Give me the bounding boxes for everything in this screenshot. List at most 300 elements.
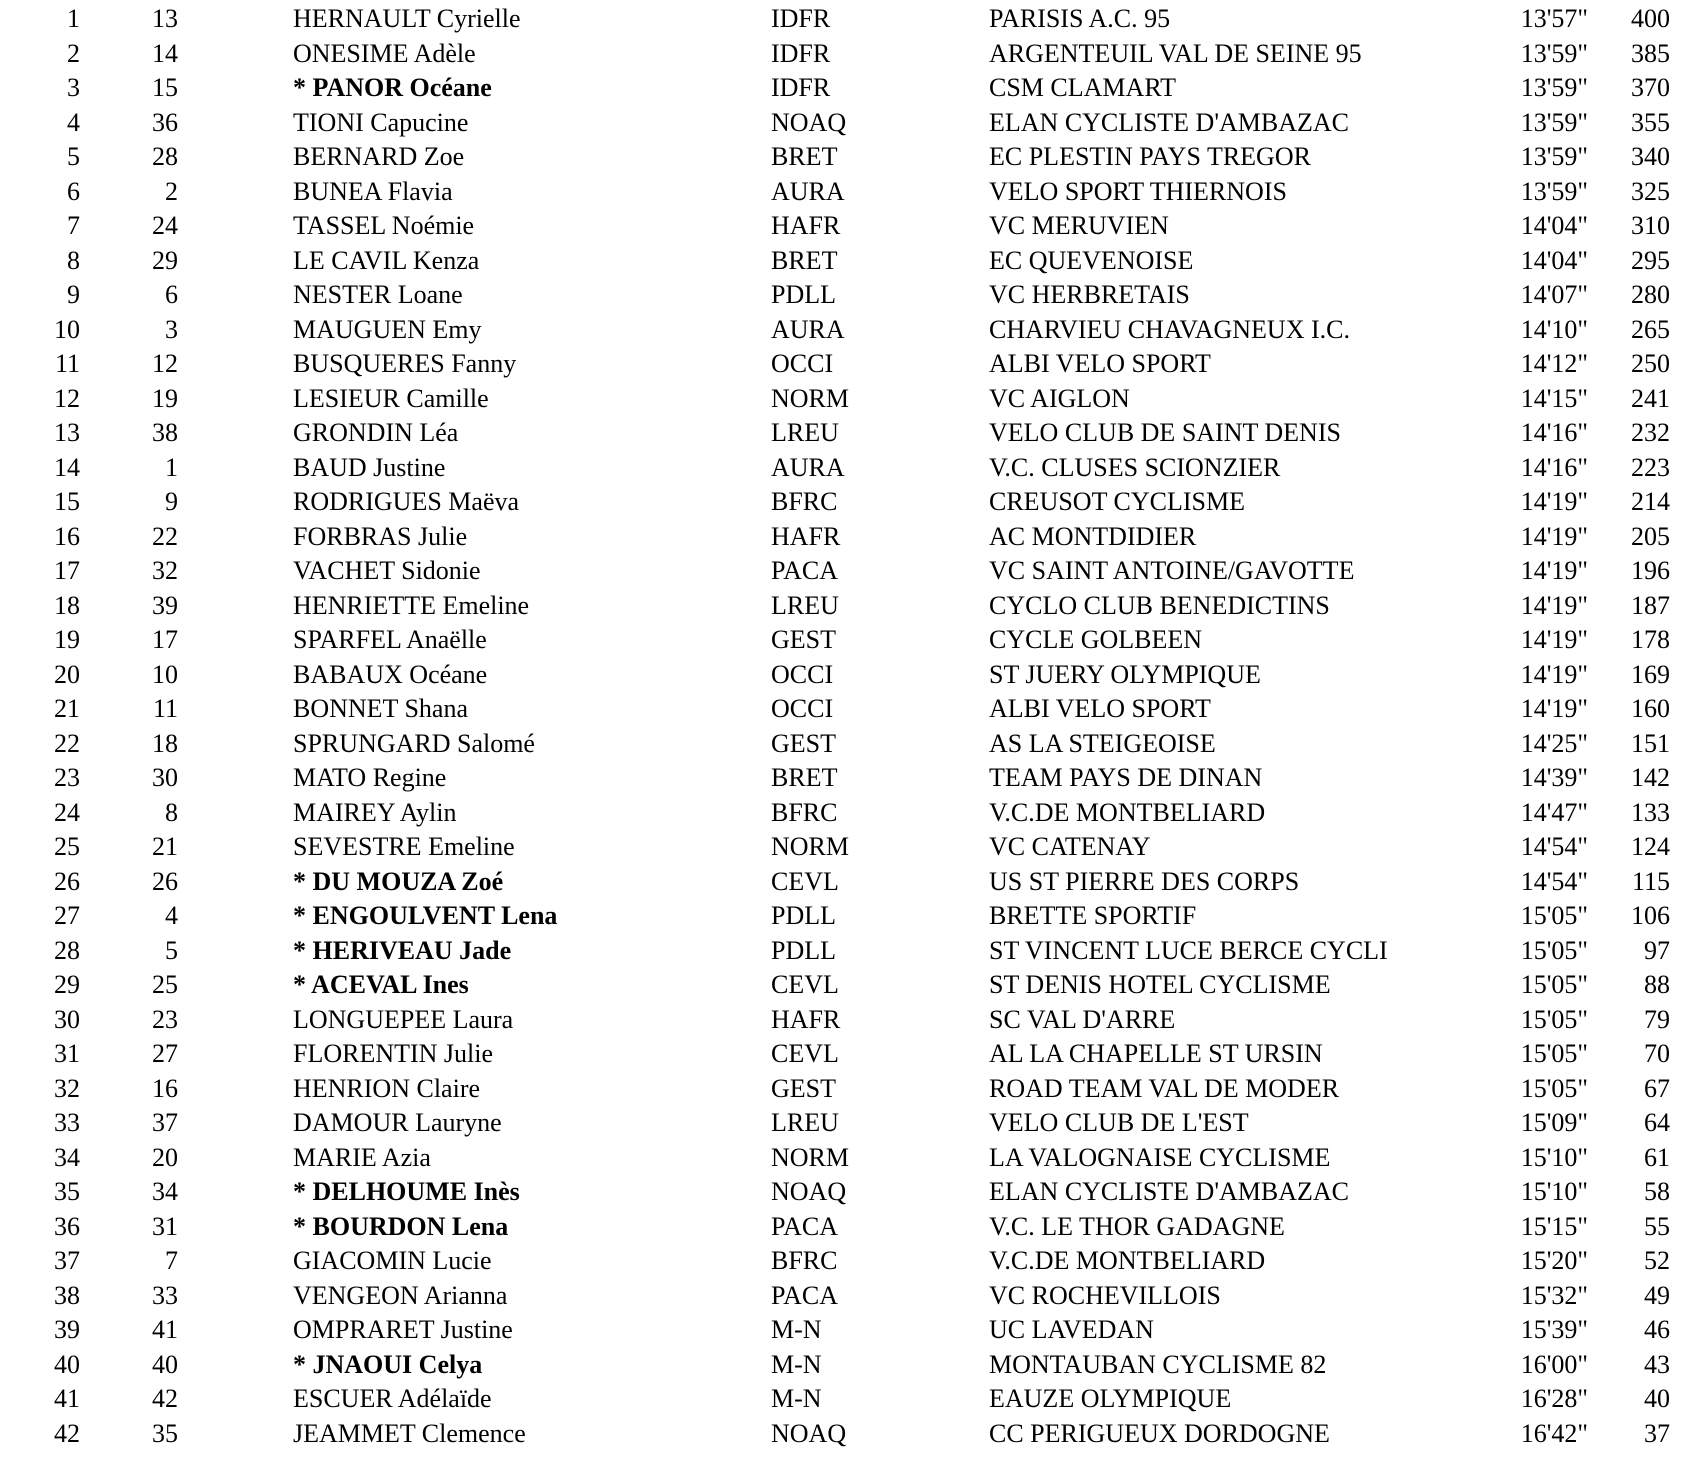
rider-name-cell: ONESIME Adèle [293,38,476,68]
rank-cell: 30 [54,1004,80,1034]
region-cell: NOAQ [771,1177,847,1206]
rider-name-cell: * ACEVAL Ines [293,970,469,999]
region-cell: CEVL [771,1039,839,1068]
rider-name-cell: TASSEL Noémie [293,211,475,240]
region-cell: IDFR [771,73,831,102]
bib-cell: 37 [152,1108,178,1137]
club-cell: US ST PIERRE DES CORPS [989,866,1300,896]
points-cell: 37 [1644,1418,1670,1448]
rider-name-cell: VACHET Sidonie [293,556,481,585]
rider-name-cell: DAMOUR Lauryne [293,1108,502,1137]
rider-name-cell: BONNET Shana [293,694,469,723]
table-row [0,1382,1688,1417]
time-cell: 15'10" [1520,1142,1588,1172]
rider-name-cell: JEAMMET Clemence [293,1418,526,1448]
rider-name-cell: RODRIGUES Maëva [293,487,520,516]
club-cell: ROAD TEAM VAL DE MODER [989,1073,1340,1103]
time-cell: 14'25" [1520,728,1588,758]
bib-cell: 35 [152,1418,178,1448]
time-cell: 14'15" [1520,383,1588,413]
bib-cell: 7 [165,1246,178,1275]
table-row [0,1244,1688,1279]
club-cell: AC MONTDIDIER [989,521,1197,551]
time-cell: 14'16" [1520,418,1588,447]
time-cell: 15'05" [1520,935,1588,965]
points-cell: 40 [1644,1384,1670,1413]
rider-name-cell: BERNARD Zoe [293,142,465,171]
rank-cell: 23 [54,763,80,792]
rank-cell: 41 [54,1384,80,1413]
club-cell: ARGENTEUIL VAL DE SEINE 95 [989,38,1362,68]
club-cell: VC MERUVIEN [989,211,1169,240]
points-cell: 295 [1631,245,1670,275]
time-cell: 16'42" [1520,1418,1588,1448]
club-cell: V.C. CLUSES SCIONZIER [989,452,1281,482]
rank-cell: 4 [67,107,80,137]
points-cell: 250 [1631,349,1670,378]
rank-cell: 17 [54,556,80,585]
time-cell: 13'59" [1520,73,1588,102]
rank-cell: 40 [54,1349,80,1379]
time-cell: 13'59" [1520,176,1588,206]
table-row [0,692,1688,727]
rank-cell: 35 [54,1177,80,1206]
bib-cell: 29 [152,245,178,275]
rider-name-cell: SPRUNGARD Salomé [293,728,535,758]
points-cell: 241 [1631,383,1670,413]
points-cell: 49 [1644,1280,1670,1310]
rider-name-cell: VENGEON Arianna [293,1280,508,1310]
rank-cell: 20 [54,659,80,689]
table-row [0,727,1688,762]
rider-name-cell: MAIREY Aylin [293,797,457,827]
table-row [0,313,1688,348]
rank-cell: 6 [67,176,80,206]
points-cell: 142 [1631,763,1670,792]
region-cell: PACA [771,1211,838,1241]
points-cell: 133 [1631,797,1670,827]
rider-name-cell: LE CAVIL Kenza [293,245,480,275]
points-cell: 160 [1631,694,1670,723]
bib-cell: 33 [152,1280,178,1310]
table-row [0,1003,1688,1038]
time-cell: 13'59" [1520,107,1588,137]
bib-cell: 39 [152,590,178,620]
rank-cell: 12 [54,383,80,413]
time-cell: 13'57" [1520,4,1588,33]
club-cell: ELAN CYCLISTE D'AMBAZAC [989,1177,1350,1206]
time-cell: 14'19" [1520,625,1588,654]
club-cell: ELAN CYCLISTE D'AMBAZAC [989,107,1350,137]
points-cell: 106 [1631,901,1670,930]
bib-cell: 10 [152,659,178,689]
rider-name-cell: GRONDIN Léa [293,418,459,447]
rank-cell: 36 [54,1211,80,1241]
bib-cell: 18 [152,728,178,758]
bib-cell: 22 [152,521,178,551]
table-row [0,554,1688,589]
region-cell: NORM [771,832,850,861]
time-cell: 15'39" [1520,1315,1588,1344]
region-cell: M-N [771,1384,822,1413]
region-cell: BRET [771,142,838,171]
club-cell: PARISIS A.C. 95 [989,4,1171,33]
rank-cell: 28 [54,935,80,965]
time-cell: 13'59" [1520,38,1588,68]
rank-cell: 2 [67,38,80,68]
time-cell: 15'05" [1520,901,1588,930]
rider-name-cell: BUSQUERES Fanny [293,349,517,378]
time-cell: 14'19" [1520,659,1588,689]
bib-cell: 42 [152,1384,178,1413]
bib-cell: 9 [165,487,178,516]
time-cell: 14'19" [1520,590,1588,620]
bib-cell: 13 [152,4,178,33]
club-cell: ALBI VELO SPORT [989,349,1211,378]
rank-cell: 11 [54,349,80,378]
time-cell: 14'19" [1520,694,1588,723]
rank-cell: 31 [54,1039,80,1068]
rider-name-cell: LONGUEPEE Laura [293,1004,514,1034]
bib-cell: 34 [152,1177,178,1206]
points-cell: 280 [1631,280,1670,309]
points-cell: 178 [1631,625,1670,654]
rider-name-cell: BUNEA Flavia [293,176,453,206]
table-row [0,175,1688,210]
time-cell: 15'05" [1520,1039,1588,1068]
bib-cell: 1 [165,452,178,482]
bib-cell: 23 [152,1004,178,1034]
rank-cell: 39 [54,1315,80,1344]
rider-name-cell: OMPRARET Justine [293,1315,513,1344]
points-cell: 370 [1631,73,1670,102]
region-cell: GEST [771,728,836,758]
club-cell: AL LA CHAPELLE ST URSIN [989,1039,1323,1068]
club-cell: CYCLO CLUB BENEDICTINS [989,590,1330,620]
region-cell: LREU [771,418,839,447]
rider-name-cell: * PANOR Océane [293,73,492,102]
rider-name-cell: SEVESTRE Emeline [293,832,515,861]
points-cell: 214 [1631,487,1670,516]
rank-cell: 29 [54,970,80,999]
table-row [0,761,1688,796]
club-cell: CREUSOT CYCLISME [989,487,1245,516]
rider-name-cell: BABAUX Océane [293,659,488,689]
bib-cell: 26 [152,866,178,896]
region-cell: BRET [771,763,838,792]
rider-name-cell: * HERIVEAU Jade [293,935,512,965]
club-cell: SC VAL D'ARRE [989,1004,1176,1034]
points-cell: 58 [1644,1177,1670,1206]
bib-cell: 20 [152,1142,178,1172]
points-cell: 187 [1631,590,1670,620]
points-cell: 232 [1631,418,1670,447]
table-row [0,278,1688,313]
rider-name-cell: MAUGUEN Emy [293,314,482,344]
table-row [0,485,1688,520]
time-cell: 16'00" [1520,1349,1588,1379]
region-cell: PACA [771,1280,838,1310]
rank-cell: 18 [54,590,80,620]
points-cell: 340 [1631,142,1670,171]
rider-name-cell: * DU MOUZA Zoé [293,866,504,896]
rank-cell: 7 [67,211,80,240]
table-row [0,934,1688,969]
table-row [0,106,1688,141]
region-cell: NOAQ [771,107,847,137]
rider-name-cell: NESTER Loane [293,280,463,309]
points-cell: 205 [1631,521,1670,551]
table-row [0,1417,1688,1452]
table-row [0,520,1688,555]
club-cell: CSM CLAMART [989,73,1176,102]
points-cell: 223 [1631,452,1670,482]
table-row [0,1037,1688,1072]
rank-cell: 32 [54,1073,80,1103]
points-cell: 55 [1644,1211,1670,1241]
bib-cell: 8 [165,797,178,827]
bib-cell: 2 [165,176,178,206]
table-row [0,71,1688,106]
table-row [0,37,1688,72]
time-cell: 15'05" [1520,1073,1588,1103]
rider-name-cell: TIONI Capucine [293,107,469,137]
region-cell: HAFR [771,521,841,551]
rank-cell: 33 [54,1108,80,1137]
rider-name-cell: SPARFEL Anaëlle [293,625,487,654]
time-cell: 14'19" [1520,521,1588,551]
table-row [0,1348,1688,1383]
bib-cell: 38 [152,418,178,447]
rank-cell: 9 [67,280,80,309]
club-cell: VELO CLUB DE L'EST [989,1108,1249,1137]
club-cell: VC SAINT ANTOINE/GAVOTTE [989,556,1355,585]
points-cell: 355 [1631,107,1670,137]
rider-name-cell: GIACOMIN Lucie [293,1246,492,1275]
rider-name-cell: ESCUER Adélaïde [293,1384,492,1413]
time-cell: 14'16" [1520,452,1588,482]
bib-cell: 31 [152,1211,178,1241]
region-cell: IDFR [771,4,831,33]
table-row [0,1106,1688,1141]
club-cell: VELO SPORT THIERNOIS [989,176,1287,206]
region-cell: GEST [771,1073,836,1103]
club-cell: AS LA STEIGEOISE [989,728,1216,758]
table-row [0,623,1688,658]
rider-name-cell: HENRIETTE Emeline [293,590,530,620]
rider-name-cell: BAUD Justine [293,452,446,482]
club-cell: VC ROCHEVILLOIS [989,1280,1221,1310]
rank-cell: 5 [67,142,80,171]
bib-cell: 15 [152,73,178,102]
table-row [0,1313,1688,1348]
bib-cell: 11 [152,694,178,723]
rider-name-cell: * BOURDON Lena [293,1211,509,1241]
club-cell: LA VALOGNAISE CYCLISME [989,1142,1331,1172]
rank-cell: 22 [54,728,80,758]
club-cell: ALBI VELO SPORT [989,694,1211,723]
club-cell: TEAM PAYS DE DINAN [989,763,1263,792]
region-cell: IDFR [771,38,831,68]
time-cell: 15'05" [1520,970,1588,999]
rider-name-cell: HENRION Claire [293,1073,481,1103]
table-row [0,209,1688,244]
club-cell: V.C.DE MONTBELIARD [989,1246,1266,1275]
table-row [0,1210,1688,1245]
region-cell: BFRC [771,487,838,516]
region-cell: OCCI [771,349,834,378]
table-row [0,1141,1688,1176]
bib-cell: 6 [165,280,178,309]
club-cell: CYCLE GOLBEEN [989,625,1203,654]
rank-cell: 34 [54,1142,80,1172]
club-cell: EC QUEVENOISE [989,245,1194,275]
region-cell: AURA [771,314,845,344]
time-cell: 14'07" [1520,280,1588,309]
time-cell: 13'59" [1520,142,1588,171]
bib-cell: 32 [152,556,178,585]
rank-cell: 42 [54,1418,80,1448]
table-row [0,382,1688,417]
time-cell: 15'32" [1520,1280,1588,1310]
table-row [0,899,1688,934]
club-cell: EC PLESTIN PAYS TREGOR [989,142,1311,171]
points-cell: 52 [1644,1246,1670,1275]
region-cell: NORM [771,383,850,413]
rider-name-cell: FORBRAS Julie [293,521,468,551]
points-cell: 88 [1644,970,1670,999]
club-cell: VC HERBRETAIS [989,280,1190,309]
rider-name-cell: MARIE Azia [293,1142,431,1172]
region-cell: M-N [771,1315,822,1344]
time-cell: 15'15" [1520,1211,1588,1241]
region-cell: HAFR [771,1004,841,1034]
club-cell: V.C.DE MONTBELIARD [989,797,1266,827]
bib-cell: 30 [152,763,178,792]
region-cell: LREU [771,590,839,620]
club-cell: UC LAVEDAN [989,1315,1154,1344]
rank-cell: 1 [67,4,80,33]
region-cell: PDLL [771,901,836,930]
rank-cell: 15 [54,487,80,516]
points-cell: 400 [1631,4,1670,33]
rider-name-cell: FLORENTIN Julie [293,1039,494,1068]
points-cell: 196 [1631,556,1670,585]
time-cell: 15'10" [1520,1177,1588,1206]
time-cell: 14'39" [1520,763,1588,792]
points-cell: 385 [1631,38,1670,68]
rider-name-cell: * DELHOUME Inès [293,1177,520,1206]
time-cell: 14'10" [1520,314,1588,344]
rank-cell: 27 [54,901,80,930]
region-cell: AURA [771,176,845,206]
points-cell: 151 [1631,728,1670,758]
bib-cell: 40 [152,1349,178,1379]
region-cell: LREU [771,1108,839,1137]
points-cell: 43 [1644,1349,1670,1379]
points-cell: 265 [1631,314,1670,344]
bib-cell: 27 [152,1039,178,1068]
region-cell: HAFR [771,211,841,240]
club-cell: MONTAUBAN CYCLISME 82 [989,1349,1327,1379]
bib-cell: 24 [152,211,178,240]
rank-cell: 14 [54,452,80,482]
region-cell: OCCI [771,694,834,723]
region-cell: OCCI [771,659,834,689]
bib-cell: 28 [152,142,178,171]
region-cell: GEST [771,625,836,654]
points-cell: 310 [1631,211,1670,240]
bib-cell: 5 [165,935,178,965]
time-cell: 14'47" [1520,797,1588,827]
table-row [0,658,1688,693]
rank-cell: 8 [67,245,80,275]
time-cell: 14'54" [1520,866,1588,896]
rank-cell: 24 [54,797,80,827]
points-cell: 70 [1644,1039,1670,1068]
region-cell: CEVL [771,866,839,896]
time-cell: 14'04" [1520,245,1588,275]
rank-cell: 10 [54,314,80,344]
time-cell: 14'12" [1520,349,1588,378]
bib-cell: 17 [152,625,178,654]
table-row [0,244,1688,279]
points-cell: 169 [1631,659,1670,689]
region-cell: PDLL [771,935,836,965]
rank-cell: 19 [54,625,80,654]
table-row [0,968,1688,1003]
points-cell: 46 [1644,1315,1670,1344]
club-cell: ST JUERY OLYMPIQUE [989,659,1261,689]
club-cell: ST VINCENT LUCE BERCE CYCLI [989,935,1388,965]
bib-cell: 14 [152,38,178,68]
points-cell: 325 [1631,176,1670,206]
rank-cell: 3 [67,73,80,102]
region-cell: BRET [771,245,838,275]
bib-cell: 25 [152,970,178,999]
region-cell: AURA [771,452,845,482]
region-cell: PDLL [771,280,836,309]
club-cell: CC PERIGUEUX DORDOGNE [989,1418,1330,1448]
table-row [0,140,1688,175]
time-cell: 14'54" [1520,832,1588,861]
time-cell: 14'04" [1520,211,1588,240]
rider-name-cell: HERNAULT Cyrielle [293,4,521,33]
region-cell: BFRC [771,1246,838,1275]
time-cell: 16'28" [1520,1384,1588,1413]
club-cell: VC CATENAY [989,832,1151,861]
bib-cell: 41 [152,1315,178,1344]
region-cell: NORM [771,1142,850,1172]
table-row [0,1072,1688,1107]
region-cell: CEVL [771,970,839,999]
rider-name-cell: LESIEUR Camille [293,383,489,413]
points-cell: 79 [1644,1004,1670,1034]
time-cell: 15'09" [1520,1108,1588,1137]
rank-cell: 38 [54,1280,80,1310]
rank-cell: 16 [54,521,80,551]
bib-cell: 21 [152,832,178,861]
time-cell: 15'05" [1520,1004,1588,1034]
table-row [0,347,1688,382]
rider-name-cell: MATO Regine [293,763,447,792]
points-cell: 124 [1631,832,1670,861]
club-cell: CHARVIEU CHAVAGNEUX I.C. [989,314,1350,344]
club-cell: VC AIGLON [989,383,1130,413]
region-cell: BFRC [771,797,838,827]
bib-cell: 19 [152,383,178,413]
rank-cell: 25 [54,832,80,861]
